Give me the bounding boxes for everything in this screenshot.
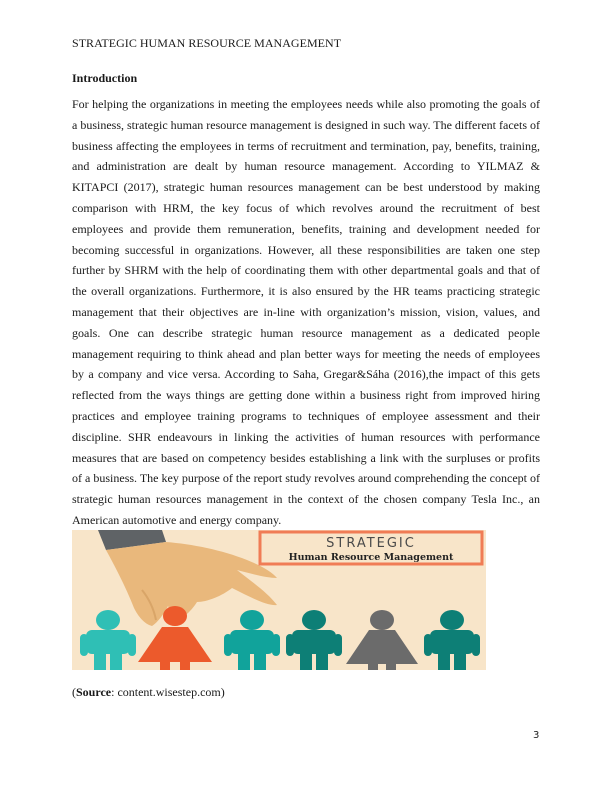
banner-subtitle: Human Resource Management [288, 552, 454, 563]
page-number: 3 [533, 730, 540, 741]
caption-source-label: Source [76, 685, 112, 699]
section-heading-introduction: Introduction [72, 71, 138, 85]
introduction-paragraph: For helping the organizations in meeting the employees needs while also promoting the goals of a business, strategic human resource management is designed in such way. The different facets of business affecting the employees in terms of recruitment and termination, pay, benefits, training, and administration are dealt by human resource management. According to YILMAZ & KITAPCI (2017), strategic human resources management can be best understood by making comparison with HRM, the key focus of which revolves around the recruitment of best employees and provide them remuneration, benefits, training and development needed for becoming successful in organizations. However, all these responsibilities are taken one step further by SHRM with the help of coordinating them with other departmental goals and that of the overall organizations. Furthermore, it is also ensured by the HR teams practicing strategic management that their objectives are in-line with organization’s mission, vision, values, and goals. One can describe strategic human resource management as a dedicated people management requiring to think ahead and plan better ways for meeting the needs of employees by a company and vice versa. According to Saha, Gregar&Sáha (2016),the impact of this gets reflected from the ways things are getting done within a business right from improved hiring practices and employee training programs to techniques of employee assessment and their discipline. SHR endeavours in linking the activities of human resources with performance measures that are based on competency besides establishing a link with the surpluses or profits of a business. The key purpose of the report study revolves around comprehending the concept of strategic human resources management in the context of the chosen company Tesla Inc., an American automotive and energy company. [72, 97, 540, 527]
caption-source-text: : content.wisestep.com) [111, 685, 225, 699]
figure-caption [72, 685, 225, 699]
running-header: STRATEGIC HUMAN RESOURCE MANAGEMENT [72, 36, 342, 50]
shrm-illustration-graphic [72, 530, 486, 670]
shrm-illustration [72, 530, 486, 670]
caption-open-paren: ( [72, 685, 76, 699]
banner-title: STRATEGIC [326, 536, 416, 551]
